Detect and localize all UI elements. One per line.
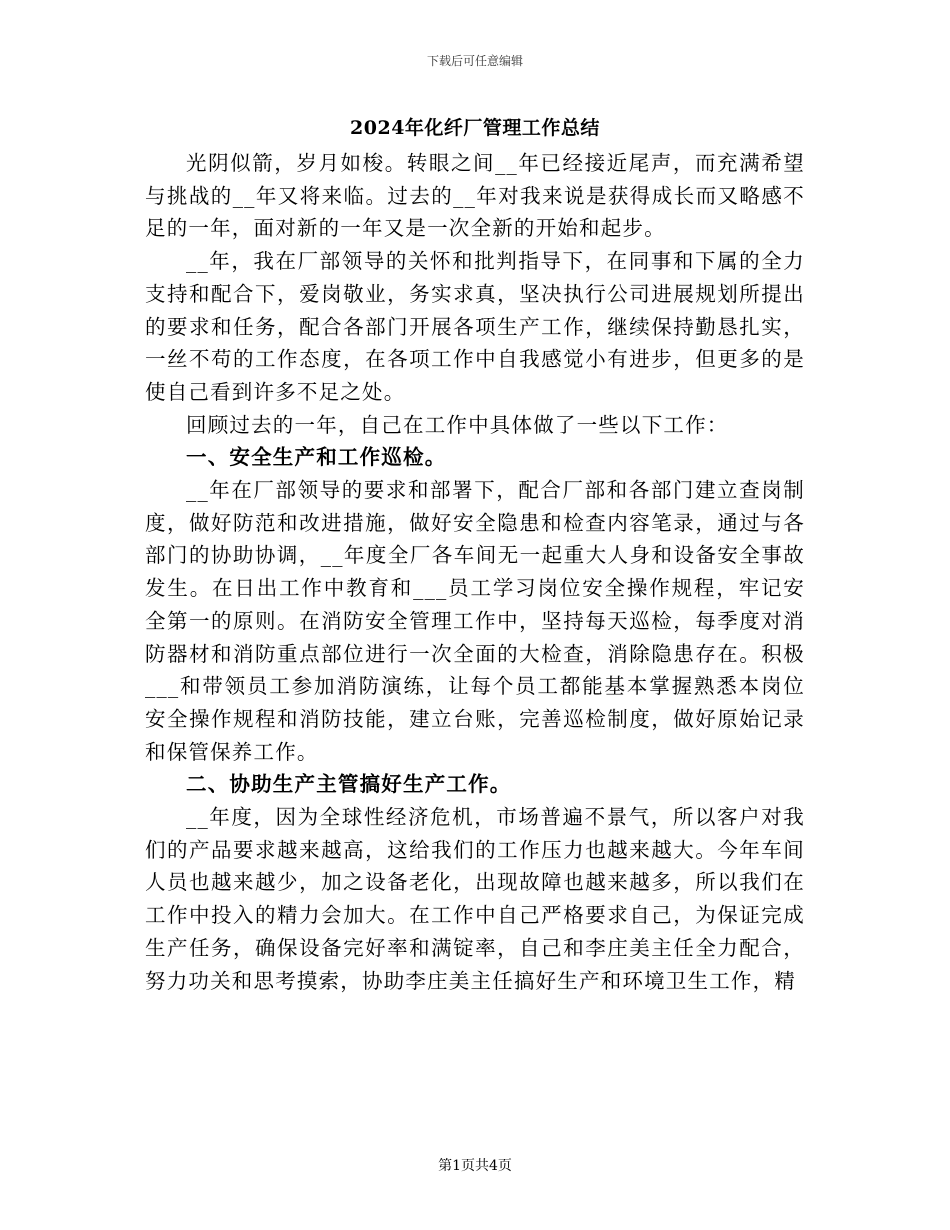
section-heading-production: 二、协助生产主管搞好生产工作。: [186, 772, 512, 797]
section-heading-safety: 一、安全生产和工作巡检。: [186, 445, 447, 470]
paragraph-intro: 光阴似箭，岁月如梭。转眼之间__年已经接近尾声，而充满希望与挑战的__年又将来临。过去的__年对我来说是获得成长而又略感不足的一年，面对新的一年又是一次全新的开始和起步。: [145, 151, 805, 241]
page-header-note: 下载后可任意编辑: [426, 54, 523, 68]
document-body: [145, 147, 805, 997]
paragraph-overview: __年，我在厂部领导的关怀和批判指导下，在同事和下属的全力支持和配合下，爱岗敬业，务实求真，坚决执行公司进展规划所提出的要求和任务，配合各部门开展各项生产工作，继续保持勤恳扎实，一丝不苟的工作态度，在各项工作中自我感觉小有进步，但更多的是使自己看到许多不足之处。: [145, 249, 805, 404]
paragraph-production: __年度，因为全球性经济危机，市场普遍不景气，所以客户对我们的产品要求越来越高，这给我们的工作压力也越来越大。今年车间人员也越来越少，加之设备老化，出现故障也越来越多，所以我们在工作中投入的精力会加大。在工作中自己严格要求自己，为保证完成生产任务，确保设备完好率和满锭率，自己和李庄美主任全力配合，努力功关和思考摸索，协助李庄美主任搞好生产和环境卫生工作，精: [145, 805, 805, 993]
page-footer-indicator: 第1页共4页: [438, 1158, 512, 1174]
paragraph-review: 回顾过去的一年，自己在工作中具体做了一些以下工作：: [186, 412, 729, 437]
paragraph-safety: __年在厂部领导的要求和部署下，配合厂部和各部门建立查岗制度，做好防范和改进措施，做好安全隐患和检查内容笔录，通过与各部门的协助协调，__年度全厂各车间无一起重大人身和设备安全事故发生。在日出工作中教育和___员工学习岗位安全操作规程，牢记安全第一的原则。在消防安全管理工作中，坚持每天巡检，每季度对消防器材和消防重点部位进行一次全面的大检查，消除隐患存在。积极___和带领员工参加消防演练，让每个员工都能基本掌握熟悉本岗位安全操作规程和消防技能，建立台账，完善巡检制度，做好原始记录和保管保养工作。: [145, 478, 805, 764]
document-title: 2024年化纤厂管理工作总结: [350, 117, 600, 139]
